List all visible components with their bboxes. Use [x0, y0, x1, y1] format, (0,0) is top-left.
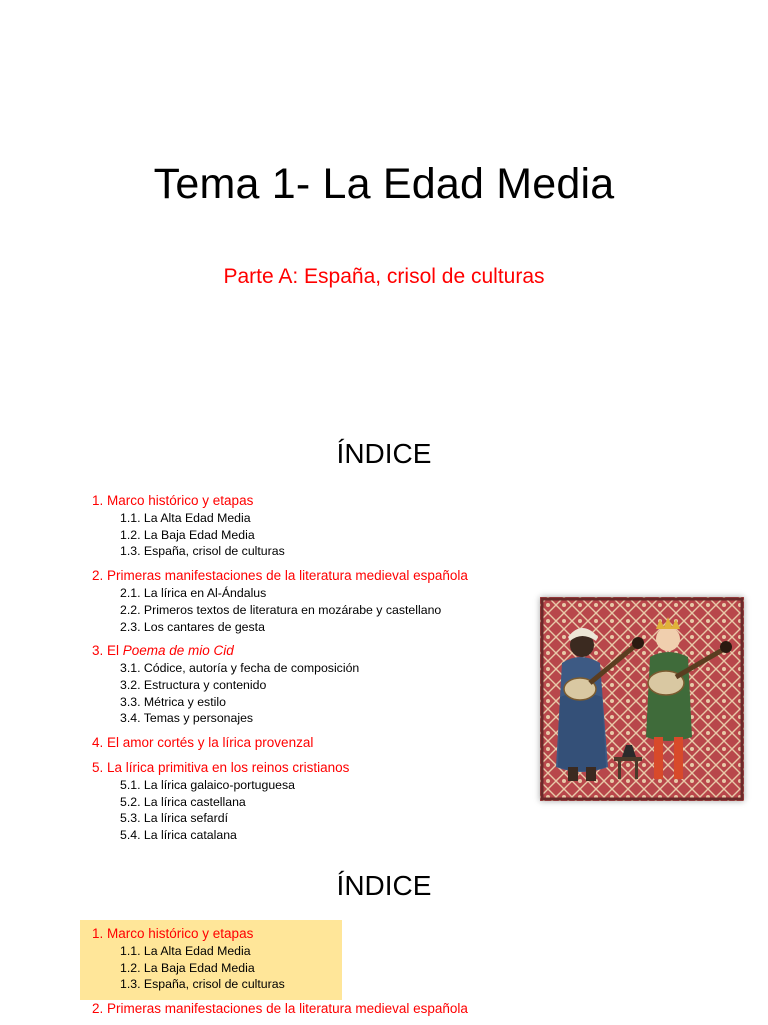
medieval-musicians-illustration — [540, 597, 744, 801]
section-title: 5. La lírica primitiva en los reinos cristianos — [92, 760, 350, 776]
section-title: 1. Marco histórico y etapas — [92, 493, 254, 508]
subitem: 5.1. La lírica galaico-portuguesa — [120, 778, 295, 793]
subitem-list — [92, 777, 468, 844]
slide-title: Tema 1- La Edad Media — [153, 160, 615, 208]
subitem: 2.1. La lírica en Al-Ándalus — [120, 586, 267, 601]
section-title: 4. El amor cortés y la lírica provenzal — [92, 735, 314, 751]
subitem: 5.4. La lírica catalana — [120, 828, 237, 843]
index-list — [92, 925, 468, 1025]
index-section — [92, 759, 468, 844]
subitem: 3.2. Estructura y contenido — [120, 677, 267, 692]
subitem: 2.3. Los cantares de gesta — [120, 619, 265, 634]
index-section — [92, 642, 468, 727]
index-section — [92, 734, 468, 752]
index-section — [92, 1000, 468, 1018]
section-title-prefix: 3. El — [92, 643, 123, 659]
index-heading: ÍNDICE — [336, 438, 432, 469]
index-section — [92, 567, 468, 635]
index-heading: ÍNDICE — [336, 870, 432, 901]
illustration-drawing — [540, 597, 744, 801]
subitem: 5.3. La lírica sefardí — [120, 811, 228, 826]
subitem: 1.1. La Alta Edad Media — [120, 511, 251, 525]
subitem: 3.4. Temas y personajes — [120, 711, 254, 726]
subitem: 1.1. La Alta Edad Media — [120, 944, 251, 958]
subitem: 5.2. La lírica castellana — [120, 794, 246, 809]
subitem: 1.3. España, crisol de culturas — [120, 544, 285, 559]
section-title: 1. Marco histórico y etapas — [92, 926, 254, 941]
slide-subtitle: Parte A: España, crisol de culturas — [223, 265, 545, 288]
subitem: 1.2. La Baja Edad Media — [120, 960, 255, 975]
subitem-list — [92, 943, 468, 993]
index-list — [92, 492, 468, 851]
title-slide — [0, 0, 768, 420]
section-title-italic: Poema de mio Cid — [122, 643, 234, 659]
section-title — [92, 642, 468, 660]
subitem: 1.3. España, crisol de culturas — [120, 977, 285, 992]
subitem: 1.2. La Baja Edad Media — [120, 527, 255, 542]
subitem-list — [92, 510, 468, 560]
subitem: 3.1. Códice, autoría y fecha de composición — [120, 661, 360, 676]
subitem: 2.2. Primeros textos de literatura en mozárabe y castellano — [120, 602, 442, 617]
section-title: 2. Primeras manifestaciones de la literatura medieval española — [92, 568, 468, 584]
index-section — [92, 492, 468, 560]
section-title: 2. Primeras manifestaciones de la literatura medieval española — [92, 1001, 468, 1017]
index-section — [92, 925, 468, 993]
subitem: 3.3. Métrica y estilo — [120, 694, 226, 709]
subitem-list — [92, 585, 468, 635]
subitem-list — [92, 660, 468, 727]
